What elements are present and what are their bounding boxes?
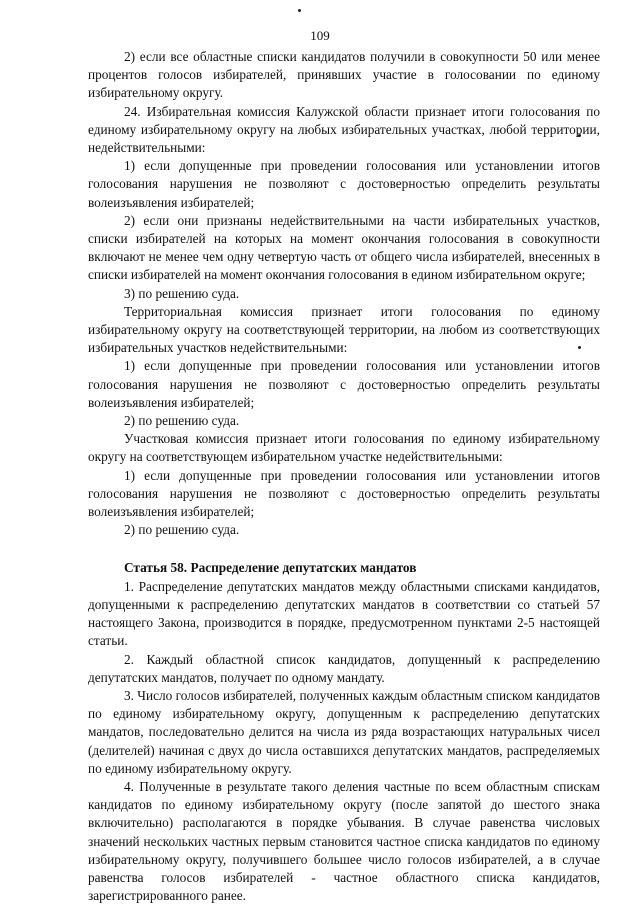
scan-speck	[298, 9, 301, 12]
article-heading: Статья 58. Распределение депутатских мандатов	[124, 560, 417, 576]
article-paragraph: 1. Распределение депутатских мандатов между областными списками кандидатов, допущенными к распределению депутатских мандатов в соответствии со статьей 57 настоящего Закона, производится в порядке, предусмотренном пунктами 2-5 настоящей статьи.	[88, 578, 600, 649]
paragraph: 24. Избирательная комиссия Калужской области признает итоги голосования по единому избирательному округу на любых избирательных участках, любой территории, недействительными:	[88, 103, 600, 156]
paragraph: 1) если допущенные при проведении голосования или установлении итогов голосования нарушения не позволяют с достоверностью определить результаты волеизъявления избирателей;	[88, 467, 600, 520]
paragraph: 3) по решению суда.	[124, 285, 240, 301]
paragraph: 1) если допущенные при проведении голосования или установлении итогов голосования нарушения не позволяют с достоверностью определить результаты волеизъявления избирателей;	[88, 158, 600, 210]
article-paragraph: 4. Полученные в результате такого деления частные по всем областным спискам кандидатов по единому избирательному округу (после запятой до шестого знака включительно) располагаются в порядке убывания. В случае равенства числовых значений нескольких частных первым становится частное списка кандидатов по единому избирательному округу, получившего большее число голосов избирателей, а в случае равенства голосов избирателей - частное областного списка кандидатов, зарегистрированного ранее.	[88, 778, 600, 904]
article-paragraph: 3. Число голосов избирателей, полученных каждым областным списком кандидатов по единому избирательному округу, допущенным к распределению депутатских мандатов, последовательно делится на числа из ряда возрастающих натуральных чисел (делителей) начиная с двух до числа оставшихся депутатских мандатов, распределяемых по единому избирательному округу.	[88, 687, 600, 776]
article-paragraph: 2. Каждый областной список кандидатов, допущенный к распределению депутатских мандатов, получает по одному мандату.	[88, 651, 600, 685]
paragraph: 2) если они признаны недействительными на части избирательных участков, списки избирателей на которых на момент окончания голосования в совокупности включают не менее чем одну четвертую часть от общего числа избирателей, внесенных в списки избирателей на момент окончания голосования в едином избирательном округе;	[88, 212, 600, 283]
paragraph: 2) по решению суда.	[124, 522, 240, 538]
document-body	[88, 48, 600, 905]
paragraph: 2) если все областные списки кандидатов получили в совокупности 50 или менее процентов голосов избирателей, принявших участие в голосовании по единому избирательному округу.	[88, 49, 600, 101]
page-number: 109	[310, 28, 330, 43]
paragraph: Территориальная комиссия признает итоги голосования по единому избирательному округу на соответствующей территории, на любом из соответствующих избирательных участков недействительными:	[88, 303, 600, 356]
paragraph: 1) если допущенные при проведении голосования или установлении итогов голосования нарушения не позволяют с достоверностью определить результаты волеизъявления избирателей;	[88, 358, 600, 410]
paragraph: 2) по решению суда.	[124, 413, 240, 429]
paragraph: Участковая комиссия признает итоги голосования по единому избирательному округу на соответствующем избирательном участке недействительными:	[88, 431, 600, 465]
